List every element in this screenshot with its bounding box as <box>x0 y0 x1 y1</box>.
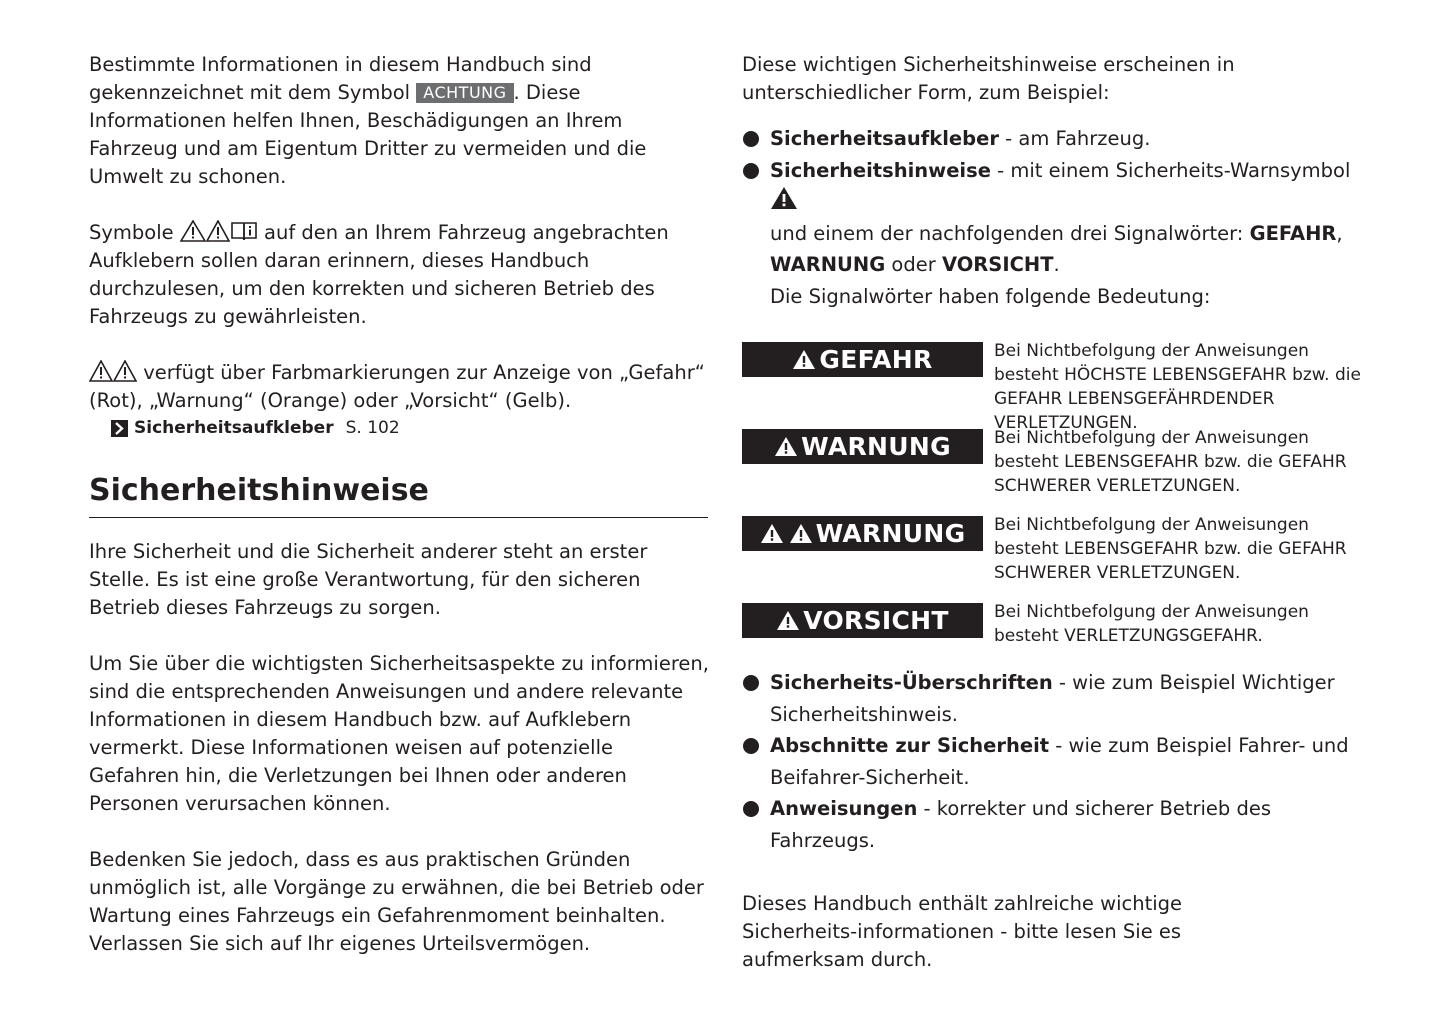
intro-text-a: Bestimmte Informationen in diesem Handbuch sind gekennzeichnet mit dem Symbol <box>89 53 592 104</box>
achtung-badge: ACHTUNG <box>416 83 513 103</box>
arrow-right-icon <box>111 420 128 437</box>
warning-triangle-icon <box>89 360 113 382</box>
right-column <box>742 51 1382 974</box>
signal-word: VORSICHT <box>941 253 1054 276</box>
signal-badge-gefahr <box>742 342 983 377</box>
signal-label: VORSICHT <box>803 606 949 635</box>
safety-alert-icon <box>770 186 798 210</box>
bullet-title: Sicherheits-Überschriften <box>770 671 1053 694</box>
safety-paragraph-2: Um Sie über die wichtigsten Sicherheitsaspekte zu informieren, sind die entsprechenden Anweisungen und andere relevante Informationen in diesem Handbuch bzw. auf Aufklebern vermerkt. Diese Informationen weisen auf potenzielle Gefahren hin, die Verletzungen bei Ihnen oder anderen Personen verursachen können. <box>89 652 709 815</box>
signal-label: WARNUNG <box>801 432 951 461</box>
bullet-title: Abschnitte zur Sicherheit <box>770 734 1050 757</box>
signal-row <box>742 341 1382 433</box>
left-column <box>89 51 709 958</box>
symbols-text-a: Symbole <box>89 221 174 244</box>
warning-triangle-icon <box>113 360 137 382</box>
bullet-text: und einem der nachfolgenden drei Signalwörter: <box>770 221 1250 245</box>
bullet-text: - wie zum Beispiel Wichtiger Sicherheitshinweis. <box>770 671 1335 726</box>
safety-alert-icon <box>760 523 784 544</box>
bullet-icon <box>743 131 759 147</box>
list-item <box>742 155 1382 313</box>
signal-row <box>742 603 1382 653</box>
safety-alert-icon <box>792 349 816 370</box>
bullet-text: - wie zum Beispiel Fahrer- und Beifahrer-Sicherheit. <box>770 734 1349 789</box>
bullet-title: Sicherheitsaufkleber <box>770 127 999 150</box>
symbols-text-b: auf den an Ihrem Fahrzeug angebrachten Aufklebern sollen daran erinnern, dieses Handbuch durchzulesen, um den korrekten und sicheren Betrieb des Fahrzeugs zu gewährleisten. <box>89 221 669 328</box>
list-item <box>742 123 1382 155</box>
signal-row <box>742 429 1382 502</box>
bullet-icon <box>743 801 759 817</box>
color-paragraph <box>89 359 709 415</box>
bullet-title: Sicherheitshinweise <box>770 158 991 182</box>
ref-title: Sicherheitsaufkleber <box>134 418 334 438</box>
color-text: verfügt über Farbmarkierungen zur Anzeige von „Gefahr“ (Rot), „Warnung“ (Orange) oder „Vorsicht“ (Gelb). <box>89 361 705 412</box>
safety-alert-icon <box>776 610 800 631</box>
symbols-paragraph <box>89 219 709 331</box>
bullet-text: - am Fahrzeug. <box>998 127 1151 150</box>
signal-word: GEFAHR <box>1249 221 1337 245</box>
signal-label: WARNUNG <box>815 519 966 548</box>
intro-paragraph <box>89 51 709 191</box>
signal-badge-warnung-double <box>742 516 983 551</box>
bullet-text: Die Signalwörter haben folgende Bedeutung: <box>770 284 1211 308</box>
signal-word-table <box>742 342 1382 653</box>
bullet-icon <box>743 163 759 179</box>
signal-badge-warnung <box>742 429 983 464</box>
signal-word: WARNUNG <box>770 253 886 276</box>
ref-page: S. 102 <box>345 418 400 438</box>
safety-alert-icon <box>789 523 813 544</box>
signal-badge-vorsicht <box>742 603 983 638</box>
bullet-text: - korrekter und sicherer Betrieb des Fahrzeugs. <box>770 797 1272 852</box>
list-item <box>742 793 1382 856</box>
list-item <box>742 730 1382 793</box>
bullet-list-bottom <box>742 667 1382 856</box>
bullet-text: . <box>1053 253 1060 276</box>
signal-row <box>742 516 1382 589</box>
cross-reference-link[interactable] <box>111 415 709 441</box>
warning-triangle-icon <box>206 220 230 242</box>
safety-paragraph-3: Bedenken Sie jedoch, dass es aus praktischen Gründen unmöglich ist, alle Vorgänge zu erwähnen, die bei Betrieb oder Wartung eines Fahrzeugs ein Gefahrenmoment beinhalten. Verlassen Sie sich auf Ihr eigenes Urteilsvermögen. <box>89 848 704 955</box>
safety-alert-icon <box>774 436 798 457</box>
manual-book-icon <box>230 220 258 242</box>
bullet-icon <box>743 738 759 754</box>
intro-text-b: . Diese Informationen helfen Ihnen, Beschädigungen an Ihrem Fahrzeug und am Eigentum Dritter zu vermeiden und die Umwelt zu schonen. <box>89 81 647 188</box>
section-heading: Sicherheitshinweise <box>89 441 708 518</box>
right-outro: Dieses Handbuch enthält zahlreiche wichtige Sicherheits-informationen - bitte lesen Sie es aufmerksam durch. <box>742 892 1183 971</box>
signal-description: Bei Nichtbefolgung der Anweisungen besteht LEBENSGEFAHR bzw. die GEFAHR SCHWERER VERLETZUNGEN. <box>994 428 1347 496</box>
bullet-text: - mit einem Sicherheits-Warnsymbol <box>990 158 1351 182</box>
bullet-icon <box>743 675 759 691</box>
bullet-text: oder <box>885 253 942 276</box>
bullet-text: , <box>1336 221 1343 245</box>
bullet-list-top <box>742 123 1382 312</box>
warning-triangle-icon <box>180 220 206 242</box>
bullet-title: Anweisungen <box>770 797 918 820</box>
list-item <box>742 667 1382 730</box>
right-intro: Diese wichtigen Sicherheitshinweise erscheinen in unterschiedlicher Form, zum Beispiel: <box>742 53 1235 104</box>
signal-description: Bei Nichtbefolgung der Anweisungen besteht HÖCHSTE LEBENSGEFAHR bzw. die GEFAHR LEBENSGEFÄHRDENDER VERLETZUNGEN. <box>994 341 1361 433</box>
signal-description: Bei Nichtbefolgung der Anweisungen besteht VERLETZUNGSGEFAHR. <box>994 602 1309 646</box>
safety-paragraph-1: Ihre Sicherheit und die Sicherheit anderer steht an erster Stelle. Es ist eine große Verantwortung, für den sicheren Betrieb dieses Fahrzeugs zu sorgen. <box>89 540 648 619</box>
signal-description: Bei Nichtbefolgung der Anweisungen besteht LEBENSGEFAHR bzw. die GEFAHR SCHWERER VERLETZUNGEN. <box>994 515 1347 583</box>
signal-label: GEFAHR <box>819 345 933 374</box>
